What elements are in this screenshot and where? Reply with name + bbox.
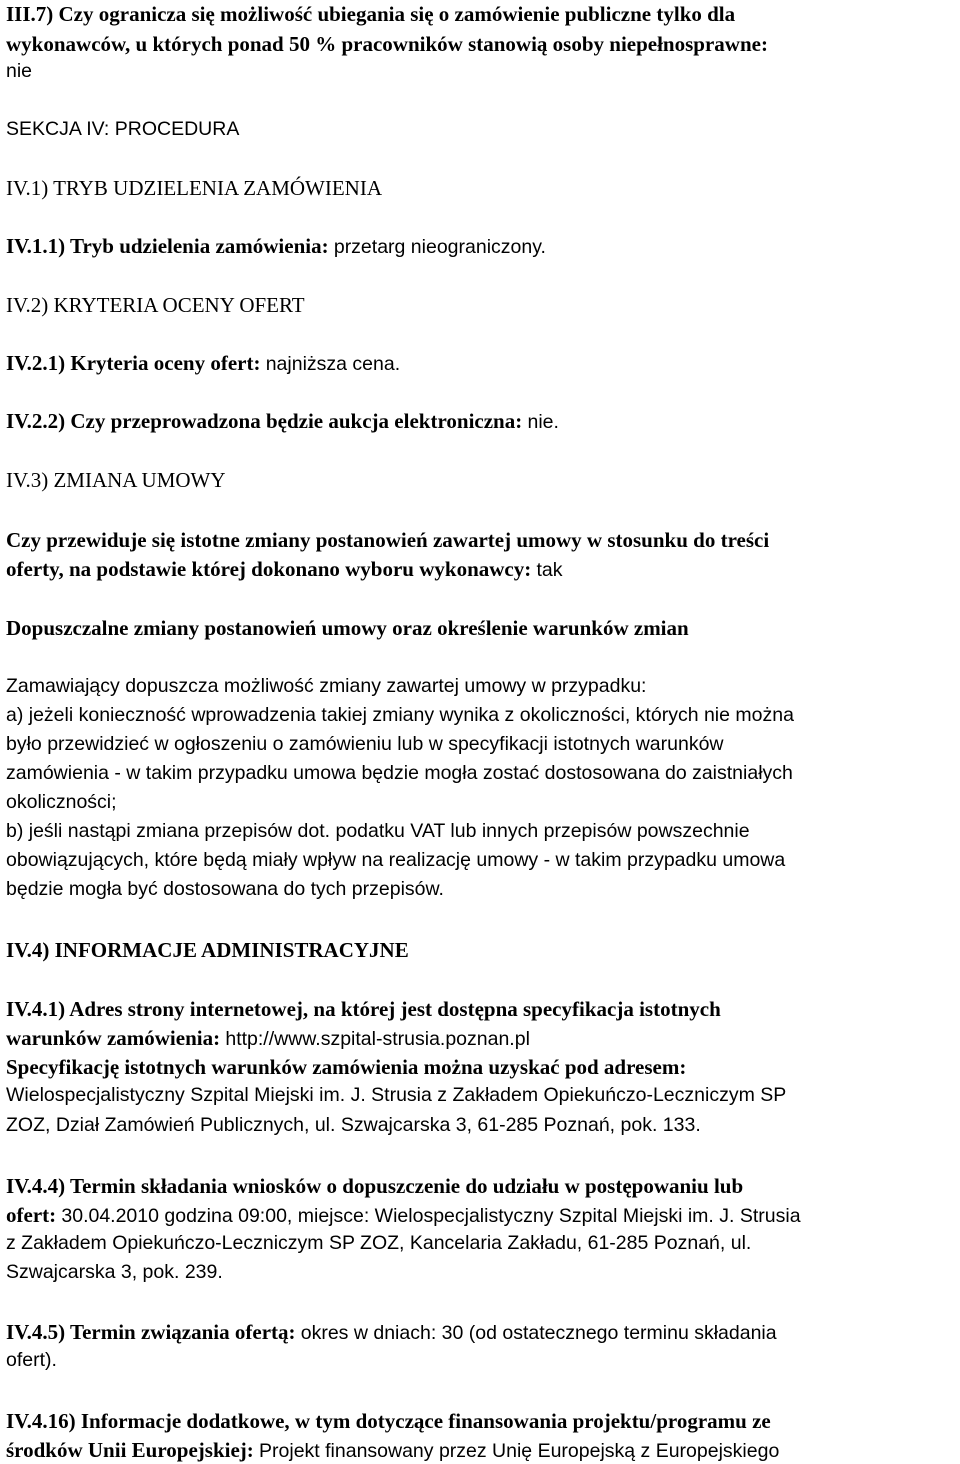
iv3-body-line: będzie mogła być dostosowana do tych przepisów.: [6, 878, 444, 900]
iv21-row: [6, 353, 400, 375]
iv41-spec-address: Wielospecjalistyczny Szpital Miejski im. J. Strusia z Zakładem Opiekuńczo-Leczniczym SP: [6, 1084, 787, 1106]
iv416-value: Projekt finansowany przez Unię Europejską z Europejskiego: [259, 1440, 780, 1462]
iv45-value-cont: ofert).: [6, 1349, 57, 1371]
iv44-value-cont: z Zakładem Opiekuńczo-Leczniczym SP ZOZ, Kancelaria Zakładu, 61-285 Poznań, ul.: [6, 1232, 752, 1254]
iv45-value: okres w dniach: 30 (od ostatecznego terminu składania: [300, 1322, 777, 1344]
iv45-label: IV.4.5) Termin związania ofertą:: [6, 1320, 296, 1344]
iv3-body-line: obowiązujących, które będą miały wpływ na realizację umowy - w takim przypadku umowa: [6, 849, 786, 871]
iv44-label: IV.4.4) Termin składania wniosków o dopuszczenie do udziału w postępowaniu lub: [6, 1174, 744, 1198]
iv3-body-line: okoliczności;: [6, 791, 117, 813]
iv3-question-value: tak: [536, 559, 563, 581]
iv3-body-line: było przewidzieć w ogłoszeniu o zamówieniu lub w specyfikacji istotnych warunków: [6, 733, 724, 755]
section-iii7-heading: III.7) Czy ogranicza się możliwość ubiegania się o zamówienie publiczne tylko dla: [6, 2, 736, 26]
iv2-title: IV.2) KRYTERIA OCENY OFERT: [6, 293, 305, 317]
iv3-body-line: a) jeżeli konieczność wprowadzenia takiej zmiany wynika z okoliczności, których nie można: [6, 704, 794, 726]
section-iv-title: SEKCJA IV: PROCEDURA: [6, 118, 240, 140]
iv4-title: IV.4) INFORMACJE ADMINISTRACYJNE: [6, 938, 409, 962]
iv41-label-cont: warunków zamówienia:: [6, 1026, 221, 1050]
iv11-label: IV.1.1) Tryb udzielenia zamówienia:: [6, 234, 329, 258]
iv11-value: przetarg nieograniczony.: [333, 236, 546, 258]
iv3-body-line: zamówienia - w takim przypadku umowa będzie mogła zostać dostosowana do zaistniałych: [6, 762, 793, 784]
iv44-label-cont: ofert:: [6, 1203, 57, 1227]
iv22-value: nie.: [527, 411, 559, 433]
iv3-title: IV.3) ZMIANA UMOWY: [6, 468, 226, 492]
iv3-body-line: b) jeśli nastąpi zmiana przepisów dot. podatku VAT lub innych przepisów powszechnie: [6, 820, 750, 842]
iv22-label: IV.2.2) Czy przeprowadzona będzie aukcja elektroniczna:: [6, 409, 523, 433]
iv3-question-row: [6, 559, 563, 581]
iv22-row: [6, 411, 559, 433]
iv41-label: IV.4.1) Adres strony internetowej, na której jest dostępna specyfikacja istotnych: [6, 997, 721, 1021]
iv41-url: http://www.szpital-strusia.poznan.pl: [225, 1028, 530, 1050]
iv21-label: IV.2.1) Kryteria oceny ofert:: [6, 351, 261, 375]
iv41-spec-label: Specyfikację istotnych warunków zamówienia można uzyskać pod adresem:: [6, 1055, 687, 1079]
iv44-row: [6, 1205, 801, 1227]
iv41-spec-address-cont: ZOZ, Dział Zamówień Publicznych, ul. Szwajcarska 3, 61-285 Poznań, pok. 133.: [6, 1114, 701, 1136]
iv1-title: IV.1) TRYB UDZIELENIA ZAMÓWIENIA: [6, 176, 383, 200]
iv41-row: [6, 1028, 530, 1050]
iv3-question: Czy przewiduje się istotne zmiany postanowień zawartej umowy w stosunku do treści: [6, 528, 770, 552]
iv11-row: [6, 236, 546, 258]
iv44-value-cont: Szwajcarska 3, pok. 239.: [6, 1261, 223, 1283]
iv3-question-cont: oferty, na podstawie której dokonano wyboru wykonawcy:: [6, 557, 532, 581]
iv416-label-cont: środków Unii Europejskiej:: [6, 1438, 254, 1462]
iv21-value: najniższa cena.: [265, 353, 401, 375]
section-iii7-heading-cont: wykonawców, u których ponad 50 % pracowników stanowią osoby niepełnosprawne:: [6, 32, 768, 56]
section-iii7-value: nie: [6, 60, 33, 82]
iv44-value: 30.04.2010 godzina 09:00, miejsce: Wielospecjalistyczny Szpital Miejski im. J. Strusia: [61, 1205, 801, 1227]
iv416-row: [6, 1440, 779, 1462]
iv3-body-line: Zamawiający dopuszcza możliwość zmiany zawartej umowy w przypadku:: [6, 675, 647, 697]
iv45-row: [6, 1322, 777, 1344]
iv3-changes-title: Dopuszczalne zmiany postanowień umowy oraz określenie warunków zmian: [6, 616, 689, 640]
iv416-label: IV.4.16) Informacje dodatkowe, w tym dotyczące finansowania projektu/programu ze: [6, 1409, 771, 1433]
